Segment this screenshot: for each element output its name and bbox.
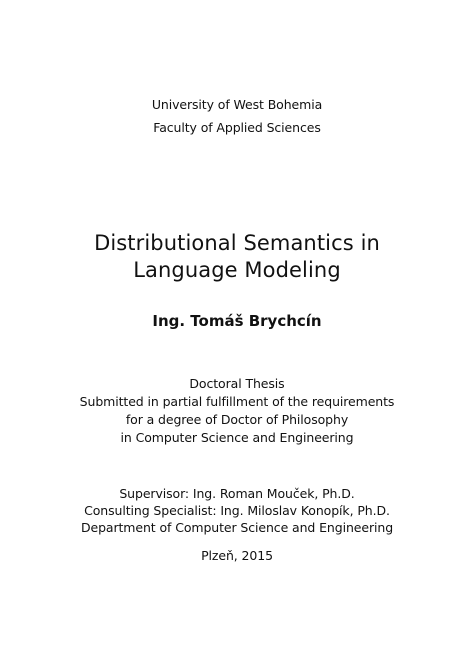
thesis-title-line-1: Distributional Semantics in (94, 231, 380, 255)
submission-statement-line-2: for a degree of Doctor of Philosophy (125, 412, 349, 427)
consulting-specialist: Consulting Specialist: Ing. Miloslav Konopík, Ph.D. (84, 503, 390, 518)
supervisor: Supervisor: Ing. Roman Mouček, Ph.D. (119, 486, 355, 501)
university-name: University of West Bohemia (151, 97, 323, 112)
department: Department of Computer Science and Engineering (80, 520, 394, 535)
faculty-name: Faculty of Applied Sciences (153, 120, 321, 135)
thesis-type: Doctoral Thesis (189, 376, 285, 391)
place-and-year: Plzeň, 2015 (201, 548, 273, 563)
thesis-title-line-2: Language Modeling (133, 258, 341, 282)
submission-statement-line-1: Submitted in partial fulfillment of the requirements (79, 394, 395, 409)
author-name: Ing. Tomáš Brychcín (152, 312, 322, 330)
submission-statement-line-3: in Computer Science and Engineering (120, 430, 354, 445)
